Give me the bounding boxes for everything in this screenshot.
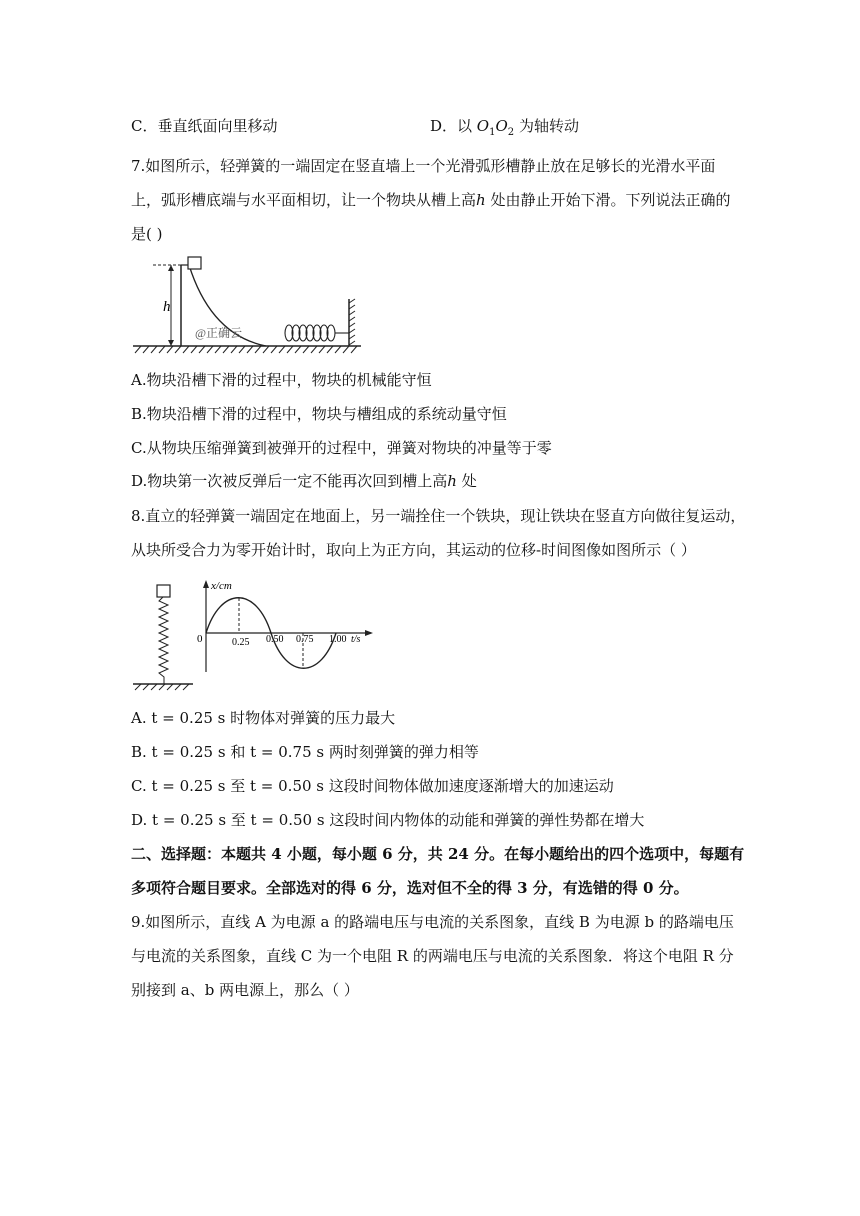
q7-option-a: A.物块沿槽下滑的过程中，物块的机械能守恒 (131, 371, 432, 389)
q8-graph-tick-025: 0.25 (232, 637, 250, 648)
q9-stem-line3: 别接到 a、b 两电源上，那么（ ） (131, 981, 359, 999)
q7-option-d (131, 471, 477, 491)
q7-option-c: C.从物块压缩弹簧到被弹开的过程中，弹簧对物块的冲量等于零 (131, 439, 552, 457)
q7-stem-line2-a: 上，弧形槽底端与水平面相切，让一个物块从槽上高 (131, 191, 477, 209)
q8-stem-line1: 8.直立的轻弹簧一端固定在地面上，另一端拴住一个铁块，现让铁块在竖直方向做往复运动， (131, 507, 746, 525)
q7-stem-line2-b: 处由静止开始下滑。下列说法正确的 (485, 191, 731, 209)
q6-option-c: C．垂直纸面向里移动 (131, 117, 278, 135)
q7-figure-h-label: h (163, 299, 171, 315)
q9-stem-line2: 与电流的关系图象，直线 C 为一个电阻 R 的两端电压与电流的关系图象．将这个电阻 R 分 (131, 947, 734, 965)
q7-stem-h: h (476, 191, 486, 209)
q6-axis-o1: O (476, 117, 490, 135)
q7-option-d-b: 处 (456, 472, 477, 490)
q8-figure (131, 576, 379, 694)
q8-option-d: D. t = 0.25 s 至 t = 0.50 s 这段时间内物体的动能和弹簧的弹性势都在增大 (131, 811, 645, 829)
q6-axis-o2: O (495, 117, 508, 135)
q8-stem-line2: 从块所受合力为零开始计时，取向上为正方向，其运动的位移-时间图像如图所示（ ） (131, 541, 696, 559)
q7-stem-line2 (131, 190, 730, 210)
q6-axis-sub2: 2 (507, 127, 515, 138)
q9-stem-line1: 9.如图所示，直线 A 为电源 a 的路端电压与电流的关系图象，直线 B 为电源 b 的路端电压 (131, 913, 734, 931)
q7-option-d-h: h (447, 472, 457, 490)
q8-graph-tick-050: 0.50 (266, 634, 284, 645)
q8-option-a: A. t = 0.25 s 时物体对弹簧的压力最大 (131, 709, 396, 727)
q8-graph-ylabel: x/cm (211, 580, 232, 592)
q6-option-d (430, 116, 579, 143)
q7-stem-line1: 7.如图所示，轻弹簧的一端固定在竖直墙上一个光滑弧形槽静止放在足够长的光滑水平面 (131, 157, 716, 175)
q8-option-b: B. t = 0.25 s 和 t = 0.75 s 两时刻弹簧的弹力相等 (131, 743, 479, 761)
q7-figure-watermark: @正确云 (195, 326, 243, 340)
q7-option-d-a: D.物块第一次被反弹后一定不能再次回到槽上高 (131, 472, 448, 490)
q8-graph-tick-075: 0.75 (296, 634, 314, 645)
q8-option-c: C. t = 0.25 s 至 t = 0.50 s 这段时间物体做加速度逐渐增大的加速运动 (131, 777, 614, 795)
q6-option-d-suffix: 为轴转动 (514, 117, 579, 135)
q7-stem-line3: 是( ) (131, 225, 163, 243)
section2-heading-line2: 多项符合题目要求。全部选对的得 6 分，选对但不全的得 3 分，有选错的得 0 分。 (131, 879, 689, 897)
q7-option-b: B.物块沿槽下滑的过程中，物块与槽组成的系统动量守恒 (131, 405, 507, 423)
q8-graph-tick-100: 1.00 (329, 634, 347, 645)
q8-graph-xlabel: t/s (351, 634, 361, 645)
q8-graph-origin: 0 (197, 633, 203, 645)
q6-axis-sub1: 1 (489, 127, 496, 138)
q7-figure (131, 255, 367, 360)
q6-option-d-prefix: D．以 (430, 117, 477, 135)
section2-heading-line1: 二、选择题：本题共 4 小题，每小题 6 分，共 24 分。在每小题给出的四个选项中，每题有 (131, 845, 745, 863)
